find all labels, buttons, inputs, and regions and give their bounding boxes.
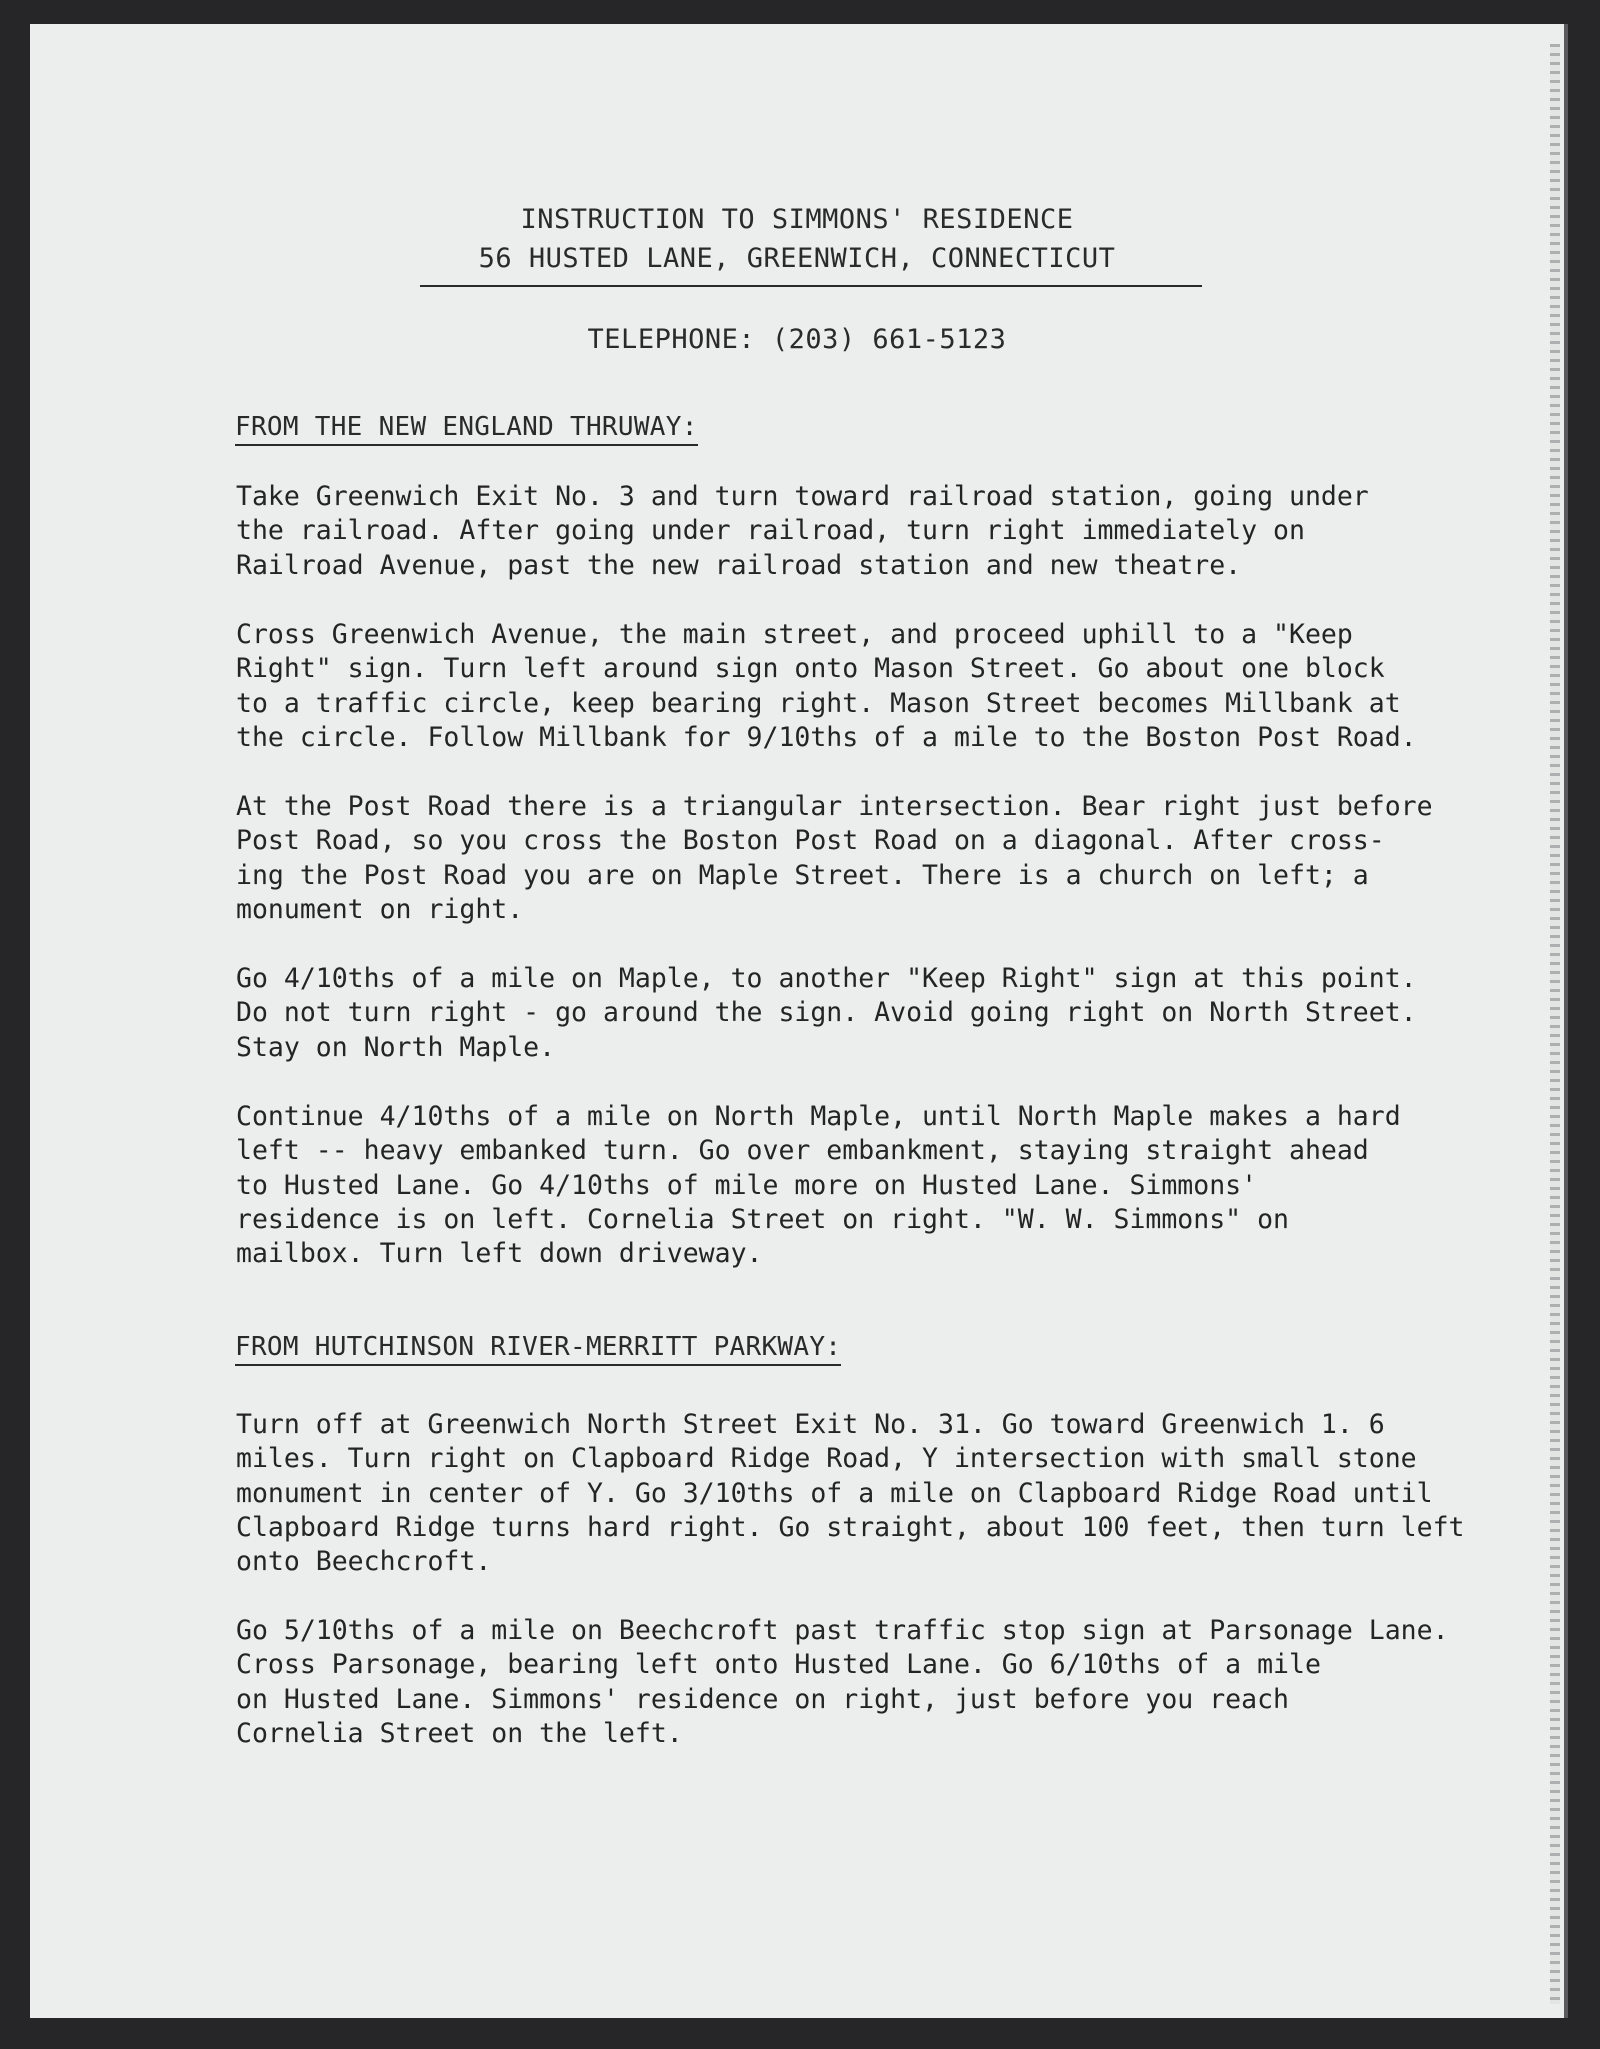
parkway-paragraph-2: Go 5/10ths of a mile on Beechcroft past traffic stop sign at Parsonage Lane. Cross Parsonage, bearing left onto Husted Lane. Go 6/10ths of a mile on Husted Lane. Simmons' residence on right, just before you reach Cornelia Street on the left. (236, 1615, 1449, 1749)
thruway-paragraph-4: Go 4/10ths of a mile on Maple, to another "Keep Right" sign at this point. Do not turn right - go around the sign. Avoid going right on North Street. Stay on North Maple. (236, 963, 1417, 1063)
document-title: INSTRUCTION TO SIMMONS' RESIDENCE (520, 204, 1074, 235)
document-page (30, 24, 1568, 2018)
thruway-paragraph-2: Cross Greenwich Avenue, the main street, and proceed uphill to a "Keep Right" sign. Turn left around sign onto Mason Street. Go about one block to a traffic circle, keep bearing right. Mason Street becomes Millbank at the circle. Follow Millbank for 9/10ths of a mile to the Boston Post Road. (236, 619, 1417, 753)
section-title-parkway: FROM HUTCHINSON RIVER-MERRITT PARKWAY: (235, 1332, 841, 1366)
document-address: 56 HUSTED LANE, GREENWICH, CONNECTICUT (478, 243, 1116, 274)
thruway-paragraph-3: At the Post Road there is a triangular intersection. Bear right just before Post Road, so you cross the Boston Post Road on a diagonal. After cross- ing the Post Road you are on Maple Street. There is a church on left; a monument on right. (236, 791, 1433, 925)
section-title-thruway: FROM THE NEW ENGLAND THRUWAY: (235, 412, 698, 446)
document-telephone: TELEPHONE: (203) 661-5123 (587, 324, 1007, 355)
thruway-paragraph-5: Continue 4/10ths of a mile on North Maple, until North Maple makes a hard left -- heavy embanked turn. Go over embankment, staying straight ahead to Husted Lane. Go 4/10ths of mile more on Husted Lane. Simmons' residence is on left. Cornelia Street on right. "W. W. Simmons" on mailbox. Turn left down driveway. (236, 1101, 1401, 1270)
title-underline (420, 285, 1202, 287)
thruway-paragraph-1: Take Greenwich Exit No. 3 and turn toward railroad station, going under the railroad. After going under railroad, turn right immediately on Railroad Avenue, past the new railroad station and new theatre. (236, 481, 1369, 581)
parkway-paragraph-1: Turn off at Greenwich North Street Exit No. 31. Go toward Greenwich 1. 6 miles. Turn right on Clapboard Ridge Road, Y intersection with small stone monument in center of Y. Go 3/10ths of a mile on Clapboard Ridge Road until Clapboard Ridge turns hard right. Go straight, about 100 feet, then turn left onto Beechcroft. (236, 1409, 1465, 1578)
